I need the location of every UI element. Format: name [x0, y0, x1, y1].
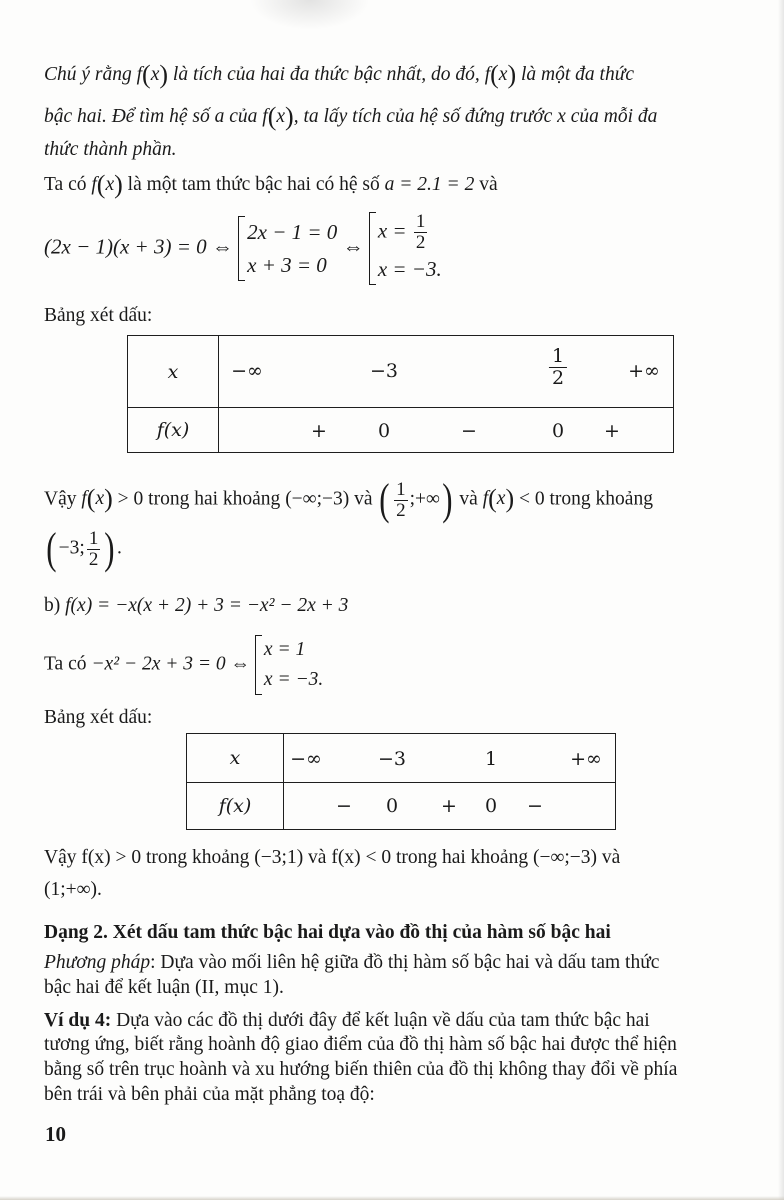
signs-row: − 0 + 0 −	[284, 783, 616, 830]
example-line-1: Ví dụ 4: Dựa vào các đồ thị dưới đây để kết luận về dấu của tam thức bậc hai	[44, 1010, 650, 1031]
fx-expr: f(x)	[136, 60, 169, 89]
statement-line: Ta có f(x) là một tam thức bậc hai có hệ số a = 2.1 = 2 và	[44, 170, 498, 199]
method-line-1: Phương pháp: Dựa vào mối liên hệ giữa đồ thị hàm số bậc hai và dấu tam thức	[44, 952, 660, 973]
case-bracket-1: 2x − 1 = 0 x + 3 = 0	[238, 216, 337, 281]
page-number: 10	[45, 1122, 66, 1146]
row-label-x: x	[187, 734, 284, 783]
conclusion-a-line-1: Vậy f(x) > 0 trong hai khoảng (−∞;−3) và ( $\frac{1}{2}$ ;+∞) và f(x) < 0 trong khoảng	[44, 475, 653, 524]
note-line-3: thức thành phần.	[44, 139, 177, 160]
row-label-fx: f(x)	[128, 408, 219, 453]
section-heading: Dạng 2. Xét dấu tam thức bậc hai dựa vào đồ thị của hàm số bậc hai	[44, 922, 611, 943]
note-line-1: Chú ý rằng f(x) là tích của hai đa thức bậc nhất, do đó, f(x) là một đa thức	[44, 60, 634, 89]
case-bracket-2: x = $\frac{1}{2}$ x = −3.	[369, 212, 446, 285]
method-line-2: bậc hai để kết luận (II, mục 1).	[44, 977, 284, 998]
page-edge-right	[778, 0, 784, 1200]
conclusion-b-line-1: Vậy f(x) > 0 trong khoảng (−3;1) và f(x) < 0 trong hai khoảng (−∞;−3) và	[44, 847, 621, 868]
conclusion-a-line-2: ( −3; $\frac{1}{2}$ ) .	[46, 524, 122, 573]
part-b-roots: Ta có −x² − 2x + 3 = 0 ⇔ x = 1 x = −3.	[44, 635, 323, 695]
fx-expr: f(x)	[91, 170, 123, 199]
sign-table-a-label: Bảng xét dấu:	[44, 305, 153, 326]
page-edge-bottom	[0, 1196, 784, 1200]
conclusion-b-line-2: (1;+∞).	[44, 879, 102, 900]
sign-table-a	[127, 335, 674, 453]
signs-row: + 0 − 0 +	[219, 408, 674, 453]
note-line-2: bậc hai. Để tìm hệ số a của f(x), ta lấy tích của hệ số đứng trước x của mỗi đa	[44, 102, 658, 131]
scan-shadow	[250, 0, 370, 30]
fx-expr: f(x)	[262, 102, 294, 131]
x-values-row: −∞ −3 $\frac{1}{2}$ +∞	[219, 336, 674, 408]
example-line-2: tương ứng, biết rằng hoành độ giao điểm của đồ thị hàm số bậc hai được thể hiện	[44, 1034, 677, 1055]
x-values-row: −∞ −3 1 +∞	[284, 734, 616, 783]
fx-expr: f(x)	[484, 60, 517, 89]
example-line-4: bên trái và bên phải của mặt phẳng toạ độ:	[44, 1084, 375, 1105]
sign-table-b	[186, 733, 616, 830]
part-b-expr: b) f(x) = −x(x + 2) + 3 = −x² − 2x + 3	[44, 595, 349, 616]
row-label-x: x	[128, 336, 219, 408]
x-value-half: $\frac{1}{2}$	[549, 346, 567, 389]
case-bracket-b: x = 1 x = −3.	[255, 635, 323, 695]
example-line-3: bằng số trên trục hoành và xu hướng biến thiên của đồ thị không thay đổi về phía	[44, 1059, 678, 1080]
row-label-fx: f(x)	[187, 783, 284, 830]
equation-a: (2x − 1)(x + 3) = 0 ⇔ 2x − 1 = 0 x + 3 = 0 ⇔ x = $\frac{1}{2}$ x = −3.	[44, 212, 446, 285]
sign-table-b-label: Bảng xét dấu:	[44, 707, 153, 728]
